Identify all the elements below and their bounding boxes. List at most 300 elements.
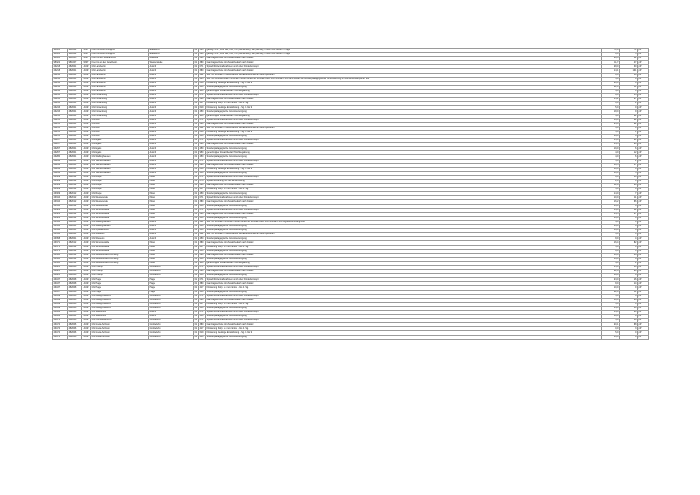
pupil-count-cell: 11 xyxy=(620,290,638,294)
school-name-cell: GS Finkenburg xyxy=(91,98,149,102)
school-name-cell: GS Reil xyxy=(91,134,149,138)
region-cell: AUR xyxy=(82,122,91,126)
pupil-count-cell: 14 xyxy=(620,306,638,310)
hours-cell: 10,0 xyxy=(602,298,620,302)
level-cell: 01 xyxy=(194,118,198,121)
town-cell: Aurich xyxy=(149,130,194,134)
school-name-cell: GS Tannenhausen xyxy=(91,171,149,175)
hours-cell: 4,0 xyxy=(602,114,620,118)
pupil-count-cell: 11 xyxy=(620,85,638,89)
level-cell: 01 xyxy=(194,315,198,318)
code-cell: 402 xyxy=(199,126,206,130)
code-cell: 417 xyxy=(199,286,206,290)
level-cell: 01 xyxy=(194,188,198,191)
hours-cell: 16,2 xyxy=(602,200,620,204)
region-cell: AUR xyxy=(82,265,91,269)
description-cell: Förderung Geistige Entwicklung - Sg. 1 bis 9 xyxy=(206,81,602,85)
town-cell: Aurich xyxy=(149,126,194,130)
code-cell: 450 xyxy=(199,204,206,208)
school-name-cell: GS Lambertin xyxy=(91,77,149,81)
hours-cell: 23,4 xyxy=(602,122,620,126)
hours-cell: 18,0 xyxy=(602,110,620,114)
level-cell: 01 xyxy=(194,303,198,306)
unit-cell: pP xyxy=(638,241,649,245)
unit-cell: pP xyxy=(638,261,649,265)
school-name-cell: GS Reil xyxy=(91,122,149,126)
level-cell: 01 xyxy=(194,127,198,130)
school-name-cell: GS Wiesens xyxy=(91,233,149,237)
level-cell: 01 xyxy=(194,213,198,215)
district-code-cell: 452001 xyxy=(68,159,82,163)
district-code-cell: 452001 xyxy=(68,106,82,110)
region-cell: AUR xyxy=(82,335,91,339)
town-cell: Ihlow xyxy=(149,212,194,216)
unit-cell: pP xyxy=(638,216,649,220)
school-number-cell: 23310 xyxy=(53,200,68,204)
pupil-count-cell: 10 xyxy=(620,265,638,269)
school-name-cell: GS Holtrop xyxy=(91,270,149,274)
school-name-cell: GS Hage xyxy=(91,278,149,282)
description-cell: genehmigter Zusatzbedarf Hochbegabung xyxy=(206,114,602,118)
district-code-cell: 452012 xyxy=(68,241,82,245)
code-cell: 417 xyxy=(199,327,206,331)
code-cell: 380 xyxy=(199,57,206,61)
description-cell: Std. für Grundschulen mit einem hohen Anteil an Schülerinnen und Schülern mit dem Bedarf an sonderpädagogischer Unterstützung im Förderschwerpunkt "ES" xyxy=(206,77,602,81)
school-number-cell: 23218 xyxy=(53,65,68,69)
level-cell: 01 xyxy=(194,143,198,146)
region-cell: AUR xyxy=(82,204,91,208)
school-number-cell: 23334 xyxy=(53,220,68,224)
code-cell: 380 xyxy=(199,212,206,216)
unit-cell: pP xyxy=(638,65,649,69)
level-cell: 01 xyxy=(194,163,198,166)
code-cell: 380 xyxy=(199,270,206,274)
region-cell: AUR xyxy=(82,212,91,216)
region-cell: AUR xyxy=(82,180,91,184)
district-code-cell: 452012 xyxy=(68,212,82,216)
level-cell: 01 xyxy=(194,184,198,187)
description-cell: Sprachfördermaßnahmen und/ oder Förderkonzept xyxy=(206,278,602,282)
school-number-cell: 23474 xyxy=(53,323,68,327)
region-cell: AUR xyxy=(82,139,91,143)
code-cell: 450 xyxy=(199,290,206,294)
district-code-cell: 452001 xyxy=(68,139,82,143)
town-cell: Ihlow xyxy=(149,196,194,200)
school-number-cell: 23218 xyxy=(53,69,68,73)
pupil-count-cell: 5 xyxy=(620,53,638,57)
hours-cell: 4,0 xyxy=(602,261,620,265)
town-cell: Großefehn xyxy=(149,302,194,306)
code-cell: 450 xyxy=(199,147,206,151)
school-number-cell: 95465 xyxy=(53,57,68,61)
code-cell: 450 xyxy=(199,85,206,89)
district-code-cell: 452001 xyxy=(68,102,82,106)
pupil-count-cell: 9 xyxy=(620,274,638,278)
description-cell: genehmigter Zusatzbedarf Hochbegabung xyxy=(206,151,602,155)
pupil-count-cell: 21 xyxy=(620,139,638,143)
district-code-cell: 452001 xyxy=(68,163,82,167)
pupil-count-cell: 6 xyxy=(620,155,638,159)
pupil-count-cell: 0 xyxy=(620,220,638,224)
description-cell: Förderung Körp. u. mot. Entw. - bis 4. Sg. xyxy=(206,327,602,331)
code-cell: 450 xyxy=(199,306,206,310)
town-cell: Ihlow xyxy=(149,253,194,257)
town-cell: Ihlow xyxy=(149,200,194,204)
description-cell: genehmigter Zusatzbedarf Hochbegabung xyxy=(206,89,602,93)
level-cell: 01 xyxy=(194,155,198,158)
pupil-count-cell: 8 xyxy=(620,257,638,261)
hours-cell: 15,0 xyxy=(602,265,620,269)
hours-cell: 4,0 xyxy=(602,220,620,224)
description-cell: geistig. Unt., FöS GB, KM, HÖ (Gehörlose), SE (Blinde); Hören und Sehen 3 Tage xyxy=(206,49,602,53)
town-cell: Ihlow xyxy=(149,257,194,261)
school-number-cell: 23292 xyxy=(53,159,68,163)
unit-cell: pP xyxy=(638,163,649,167)
description-cell: Ganztagsschule mit Zusatzbedarf nach Faktor xyxy=(206,184,602,188)
description-cell: Sonderpädagogische Grundversorgung xyxy=(206,229,602,233)
school-number-cell: 23474 xyxy=(53,327,68,331)
region-cell: AUR xyxy=(82,89,91,93)
hours-cell: 5,0 xyxy=(602,188,620,192)
region-cell: WST xyxy=(83,61,89,64)
district-code-cell: 452012 xyxy=(68,257,82,261)
level-cell: 01 xyxy=(194,208,198,211)
code-cell: 417 xyxy=(199,302,206,306)
town-cell: Ihlow xyxy=(149,208,194,212)
hours-cell: 16,0 xyxy=(602,216,620,220)
pupil-count-cell: 1 xyxy=(620,130,638,134)
region-cell: AUR xyxy=(82,294,91,298)
unit-cell: pP xyxy=(638,118,649,122)
code-cell: 071 xyxy=(199,65,206,69)
district-code-cell: 452006 xyxy=(68,323,82,327)
description-cell: Ganztagsschule mit Zusatzbedarf nach Faktor xyxy=(206,57,602,61)
level-cell: 01 xyxy=(194,151,198,154)
region-cell: AUR xyxy=(82,319,91,323)
pupil-count-cell: 87 xyxy=(620,98,638,102)
school-number-cell: 23449 xyxy=(53,294,68,298)
hours-cell: 8,0 xyxy=(602,282,620,286)
unit-cell: pP xyxy=(638,159,649,163)
code-cell: 071 xyxy=(199,319,206,323)
level-cell: 01 xyxy=(194,294,198,297)
town-cell: Aurich xyxy=(149,220,194,224)
code-cell: 450 xyxy=(199,216,206,220)
description-cell: Sprachfördermaßnahmen und/ oder Förderkonzept xyxy=(206,311,602,315)
code-cell: 450 xyxy=(199,274,206,278)
school-number-cell: 23371 xyxy=(53,241,68,245)
level-cell: 01 xyxy=(194,49,198,52)
description-cell: Sprachfördermaßnahmen und/ oder Förderkonzept xyxy=(206,265,602,269)
level-cell: 01 xyxy=(194,311,198,314)
pupil-count-cell: 80 xyxy=(620,270,638,274)
school-name-cell: GS Lambertin xyxy=(91,89,149,93)
town-cell: Aurich xyxy=(149,167,194,171)
school-name-cell: GS Tannenhausen xyxy=(91,167,149,171)
unit-cell: pP xyxy=(638,122,649,126)
school-name-cell: GS Simonswolde xyxy=(91,208,149,212)
town-cell: Aurich xyxy=(149,151,194,155)
level-cell: 01 xyxy=(194,110,198,113)
region-cell: AUR xyxy=(82,237,91,241)
level-cell: 01 xyxy=(194,225,198,228)
district-code-cell: 951005 xyxy=(68,57,82,61)
district-code-cell: 452001 xyxy=(68,69,82,73)
unit-cell: pP xyxy=(638,274,649,278)
town-cell: Aurich xyxy=(149,155,194,159)
town-cell: Aurich xyxy=(149,73,194,77)
school-number-cell: 23334 xyxy=(53,225,68,229)
school-number-cell: 23425 xyxy=(53,274,68,278)
school-number-cell: 23395 xyxy=(53,257,68,261)
code-cell: 071 xyxy=(199,208,206,212)
school-number-cell: 23322 xyxy=(53,216,68,220)
hours-cell: 16,0 xyxy=(602,335,620,339)
code-cell: 380 xyxy=(199,241,206,245)
description-cell: Std. für Schulen in besonderen sozialökonomischen Brennpunkten xyxy=(206,233,602,237)
school-name-cell: GS Lambertin xyxy=(91,73,149,77)
description-cell: Sonderpädagogische Grundversorgung xyxy=(206,171,602,175)
district-code-cell: 452012 xyxy=(68,184,82,188)
town-cell: Großefehn xyxy=(149,331,194,335)
district-code-cell: 452006 xyxy=(68,311,82,315)
hours-cell: 14,0 xyxy=(602,311,620,315)
level-cell: 01 xyxy=(194,69,198,72)
description-cell: Ganztagsschule mit Zusatzbedarf nach Faktor xyxy=(206,200,602,204)
hours-cell: 3,0 xyxy=(602,126,620,130)
unit-cell: pP xyxy=(638,278,649,282)
code-cell: 380 xyxy=(199,282,206,286)
level-cell: 01 xyxy=(194,159,198,162)
unit-cell: pP xyxy=(638,53,649,57)
description-cell: Sonderpädagogische Grundversorgung xyxy=(206,335,602,339)
school-name-cell: GS Egels xyxy=(91,151,149,155)
town-cell: Aurich xyxy=(149,143,194,147)
hours-cell: 15,2 xyxy=(602,98,620,102)
level-cell: 01 xyxy=(194,237,198,240)
unit-cell: pP xyxy=(638,102,649,106)
pupil-count-cell: 6 xyxy=(620,294,638,298)
code-cell: 450 xyxy=(199,225,206,229)
school-name-cell: Frei.UL Astrid Lindgren xyxy=(91,49,149,53)
school-number-cell: 23309 xyxy=(53,180,68,184)
description-cell: Ganztagsschule mit Zusatzbedarf nach Faktor xyxy=(206,69,602,73)
town-cell: Großefehn xyxy=(149,335,194,339)
school-number-cell: 23255 xyxy=(53,122,68,126)
school-name-cell: GS Ostrhauderfehn xyxy=(91,319,149,323)
code-cell: 380 xyxy=(199,61,206,65)
level-cell: 01 xyxy=(194,286,198,289)
code-cell: 619 xyxy=(199,167,206,171)
region-cell: AUR xyxy=(82,249,91,253)
unit-cell: pP xyxy=(638,180,649,184)
level-cell: 01 xyxy=(194,106,198,109)
school-name-cell: GS Finkenburg xyxy=(91,110,149,114)
hours-cell: 23,0 xyxy=(602,278,620,282)
town-cell: Aurich xyxy=(149,69,194,73)
pupil-count-cell: 14 xyxy=(620,282,638,286)
town-cell: Großefehn xyxy=(149,323,194,327)
region-cell: AUR xyxy=(82,286,91,290)
pupil-count-cell: 20 xyxy=(620,311,638,315)
town-cell: Aurich xyxy=(149,122,194,126)
unit-cell: pP xyxy=(638,225,649,229)
town-cell: Großefehn xyxy=(149,265,194,269)
region-cell: AUR xyxy=(82,73,91,77)
hours-cell: 16,0 xyxy=(602,204,620,208)
unit-cell: pP xyxy=(638,253,649,257)
school-name-cell: GS Westerende-Kirchloog xyxy=(91,261,149,265)
description-cell: Sprachfördermaßnahmen und/ oder Förderkonzept xyxy=(206,65,602,69)
town-cell: Aurich xyxy=(149,233,194,237)
pupil-count-cell: 82 xyxy=(620,241,638,245)
district-code-cell: 452012 xyxy=(68,192,82,196)
hours-cell: 14,0 xyxy=(602,192,620,196)
district-code-cell: 452001 xyxy=(68,98,82,102)
code-cell: 950 xyxy=(199,261,206,265)
region-cell: AUR xyxy=(82,69,91,73)
district-code-cell: 452001 xyxy=(68,126,82,130)
level-cell: 01 xyxy=(194,94,198,97)
district-code-cell: 452001 xyxy=(68,94,82,98)
region-cell: AUR xyxy=(82,257,91,261)
region-cell: AUR xyxy=(82,331,91,335)
district-code-cell: 452001 xyxy=(68,229,82,233)
unit-cell: pP xyxy=(638,233,649,237)
town-cell: Ihlow xyxy=(149,180,194,184)
region-cell: AUR xyxy=(82,98,91,102)
district-code-cell: 452006 xyxy=(68,302,82,306)
level-cell: 01 xyxy=(194,323,198,326)
unit-cell: pP xyxy=(638,323,649,327)
description-cell: Sonderpädagogische Grundversorgung xyxy=(206,216,602,220)
unit-cell: pP xyxy=(638,286,649,290)
district-code-cell: 452001 xyxy=(68,220,82,224)
region-cell: AUR xyxy=(82,171,91,175)
description-cell: Ganztagsschule mit Zusatzbedarf nach Faktor xyxy=(206,241,602,245)
description-cell: Ganztagsschule mit Zusatzbedarf nach Faktor xyxy=(206,323,602,327)
school-name-cell: GS Greta-Schoon xyxy=(91,335,149,339)
description-cell: Sprachfördermaßnahmen und/ oder Förderkonzept xyxy=(206,118,602,122)
pupil-count-cell: 3 xyxy=(620,327,638,331)
level-cell: 01 xyxy=(194,270,198,273)
school-number-cell: 23425 xyxy=(53,265,68,269)
code-cell: 950 xyxy=(199,89,206,93)
school-name-cell: GS Sandhorst xyxy=(91,311,149,315)
school-name-cell: GS Tannenhausen xyxy=(91,163,149,167)
hours-cell: 22,0 xyxy=(602,85,620,89)
pupil-count-cell: 12 xyxy=(620,208,638,212)
hours-cell: 10,0 xyxy=(602,286,620,290)
description-cell: Std. für Schulen in besonderen sozialökonomischen Brennpunkten xyxy=(206,73,602,77)
code-cell: 950 xyxy=(199,151,206,155)
level-cell: 01 xyxy=(194,73,198,76)
region-cell: AUR xyxy=(82,298,91,302)
region-cell: AUR xyxy=(82,229,91,233)
school-number-cell: 23358 xyxy=(53,237,68,241)
town-cell: Rastede xyxy=(149,57,194,61)
region-cell: AUR xyxy=(82,220,91,224)
description-cell: Förderung Körp. u. mot. Entw. - bis 4. Sg. xyxy=(206,302,602,306)
level-cell: 01 xyxy=(194,241,198,244)
school-number-cell: 23309 xyxy=(53,188,68,192)
pupil-count-cell: 4 xyxy=(620,237,638,241)
pupil-count-cell: 46 xyxy=(620,253,638,257)
pupil-count-cell: 2 xyxy=(620,159,638,163)
school-name-cell: GS Mittegroßefehn xyxy=(91,302,149,306)
pupil-count-cell: 0 xyxy=(620,77,638,81)
level-cell: 01 xyxy=(194,200,198,203)
school-number-cell: 23310 xyxy=(53,196,68,200)
school-number-cell: 23243 xyxy=(53,98,68,102)
hours-cell: 0,0 xyxy=(602,102,620,106)
district-code-cell: 452008 xyxy=(68,278,82,282)
level-cell: 01 xyxy=(194,278,198,281)
code-cell: 450 xyxy=(199,110,206,114)
level-cell: 01 xyxy=(194,335,198,338)
code-cell: 071 xyxy=(199,139,206,143)
unit-cell: pP xyxy=(638,249,649,253)
school-name-cell: GS Wallinghausen xyxy=(91,155,149,159)
district-code-cell: 452006 xyxy=(68,270,82,274)
school-name-cell: GS Simonswolde xyxy=(91,249,149,253)
pupil-count-cell: 68 xyxy=(620,323,638,327)
code-cell: 417 xyxy=(199,188,206,192)
pupil-count-cell: 0 xyxy=(620,188,638,192)
level-cell: 01 xyxy=(194,274,198,277)
pupil-count-cell: 0 xyxy=(620,331,638,335)
level-cell: 01 xyxy=(194,86,198,89)
level-cell: 01 xyxy=(194,298,198,301)
pupil-count-cell: 8 xyxy=(620,204,638,208)
district-code-cell: 452006 xyxy=(68,294,82,298)
pupil-count-cell: 0 xyxy=(620,126,638,130)
unit-cell: pP xyxy=(638,331,649,335)
level-cell: 01 xyxy=(194,217,198,220)
hours-cell: 5,0 xyxy=(602,294,620,298)
level-cell: 01 xyxy=(194,282,198,285)
hours-cell: 20,0 xyxy=(602,81,620,85)
description-cell: Ganztagsschule mit Zusatzbedarf nach Faktor xyxy=(206,122,602,126)
code-cell: 071 xyxy=(199,265,206,269)
region-cell: AUR xyxy=(82,225,91,229)
hours-cell: 16,0 xyxy=(602,229,620,233)
school-name-cell: GS Reil xyxy=(91,118,149,122)
hours-cell: 2,0 xyxy=(602,180,620,184)
pupil-count-cell: 90 xyxy=(620,143,638,147)
hours-cell: 19,0 xyxy=(602,134,620,138)
school-name-cell: GS Lambertin xyxy=(91,69,149,73)
unit-cell: pP xyxy=(638,229,649,233)
pupil-count-cell: 9 xyxy=(620,110,638,114)
unit-cell: pP xyxy=(638,130,649,134)
hours-cell: 5,0 xyxy=(602,159,620,163)
school-number-cell: 23280 xyxy=(53,155,68,159)
region-cell: AUR xyxy=(82,126,91,130)
school-name-cell: GS Sandhorst xyxy=(91,315,149,319)
description-cell: Förderung Körp. u. mot. Entw. - bis 4. Sg. xyxy=(206,102,602,106)
school-name-cell: GS Simonswolde xyxy=(91,216,149,220)
region-cell: AUR xyxy=(82,184,91,188)
school-name-cell: GS Finkenburg xyxy=(91,102,149,106)
school-name-cell: GS Finkenburg xyxy=(91,106,149,110)
district-code-cell: 452012 xyxy=(68,245,82,249)
town-cell: Aurich xyxy=(149,81,194,85)
district-code-cell: 452012 xyxy=(68,200,82,204)
district-code-cell: 951004 xyxy=(68,53,82,57)
school-name-cell: GS Mittegroßefehn xyxy=(91,306,149,310)
unit-cell: pP xyxy=(638,49,649,53)
